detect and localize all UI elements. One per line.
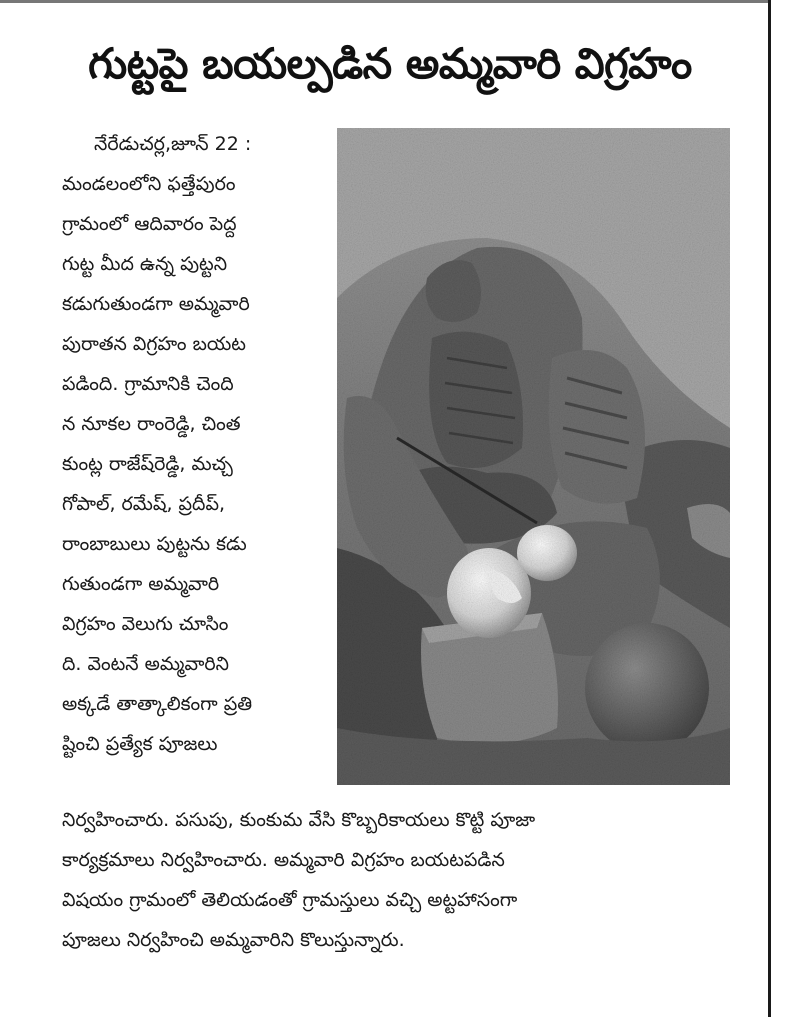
idol-photo — [337, 128, 730, 785]
article-text-line: రాంబాబులు పుట్టను కడు — [62, 533, 247, 555]
article-text-line: నేరేడుచర్ల,జూన్ 22 : — [94, 133, 252, 155]
article-text-line: పురాతన విగ్రహం బయట — [62, 333, 246, 355]
article-text-line: గ్రామంలో ఆదివారం పెద్ద — [62, 213, 237, 235]
article-text-line: గోపాల్, రమేష్, ప్రదీప్, — [62, 493, 225, 515]
article-text-line: విషయం గ్రామంలో తెలియడంతో గ్రామస్తులు వచ్చి అట్టహాసంగా — [62, 889, 518, 911]
article-text-line: అక్కడే తాత్కాలికంగా ప్రతి — [62, 693, 253, 715]
article-text-line: ది. వెంటనే అమ్మవారిని — [62, 653, 229, 675]
article-text-line: కడుగుతుండగా అమ్మవారి — [62, 293, 250, 315]
article-text-line: పడింది. గ్రామానికి చెంది — [62, 373, 234, 395]
article-text-line: గుట్ట మీద ఉన్న పుట్టని — [62, 253, 228, 275]
column-divider — [768, 0, 771, 1017]
top-border — [0, 0, 768, 3]
article-text-line: న నూకల రాంరెడ్డి, చింత — [62, 413, 241, 435]
article-text-line: మండలంలోని ఫత్తేపురం — [62, 173, 236, 195]
article-text-line: కార్యక్రమాలు నిర్వహించారు. అమ్మవారి విగ్రహం బయటపడిన — [62, 849, 505, 871]
article-headline: గుట్టపై బయల్పడిన అమ్మవారి విగ్రహం — [88, 39, 692, 88]
article-text-line: గుతుండగా అమ్మవారి — [62, 573, 220, 595]
article-text-line: నిర్వహించారు. పసుపు, కుంకుమ వేసి కొబ్బరికాయలు కొట్టి పూజా — [62, 809, 536, 831]
article-text-line: కుంట్ల రాజేష్‌రెడ్డి, మచ్చ — [62, 453, 233, 475]
article-text-line: పూజలు నిర్వహించి అమ్మవారిని కొలుస్తున్నారు. — [62, 929, 405, 951]
article-text-line: ష్టించి ప్రత్యేక పూజలు — [62, 733, 218, 755]
article-text-line: విగ్రహం వెలుగు చూసిం — [62, 613, 229, 635]
